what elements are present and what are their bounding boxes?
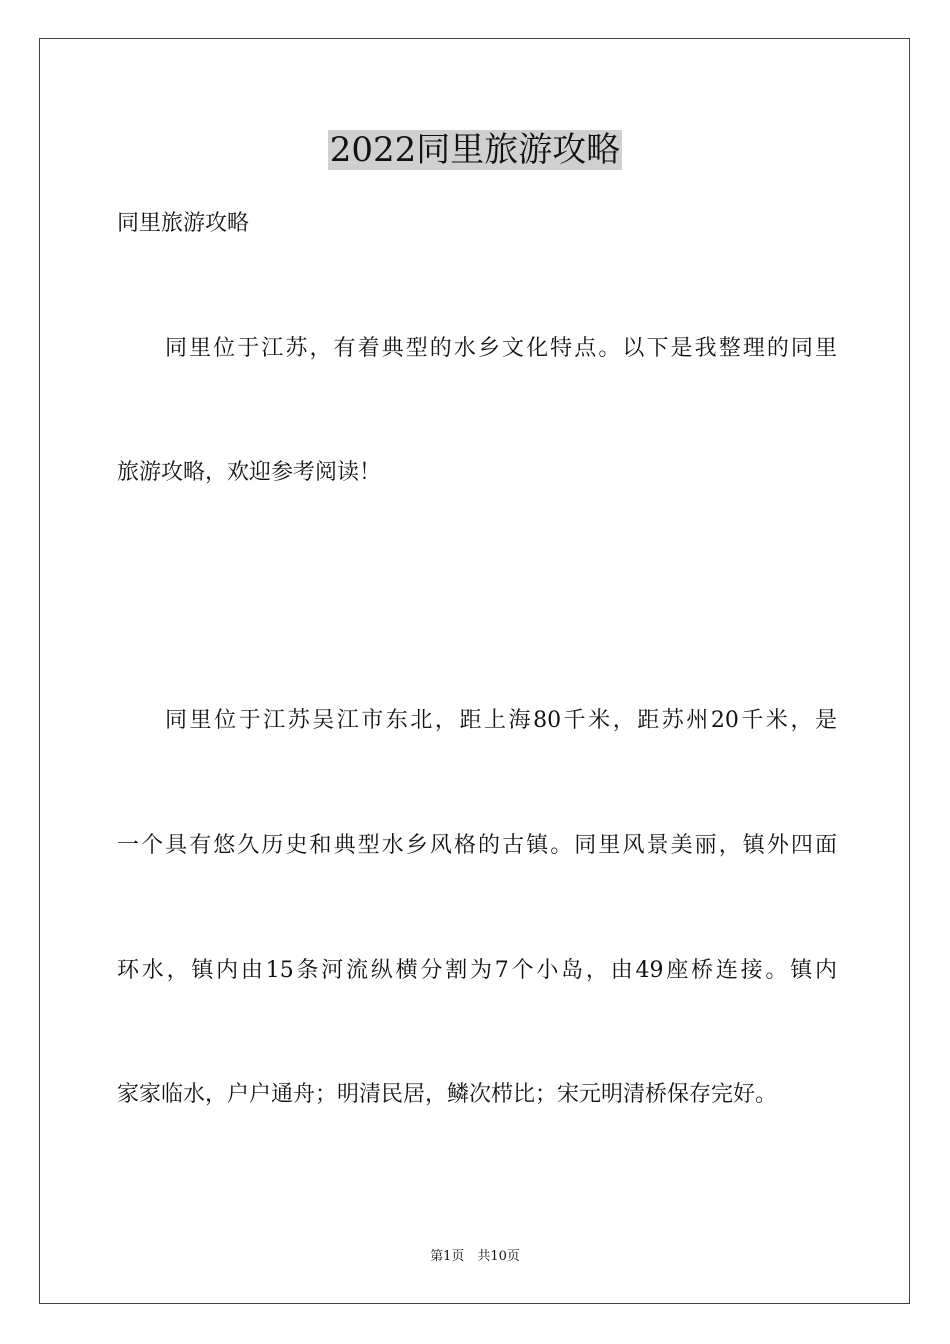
paragraph-2-line-1: 同里位于江苏吴江市东北，距上海80千米，距苏州20千米，是 — [165, 708, 837, 733]
paragraph-1-line-1: 同里位于江苏，有着典型的水乡文化特点。以下是我整理的同里 — [165, 336, 837, 361]
paragraph-2-line-2: 一个具有悠久历史和典型水乡风格的古镇。同里风景美丽，镇外四面 — [117, 833, 837, 858]
document-title — [0, 128, 950, 172]
document-title-text: 2022同里旅游攻略 — [329, 130, 621, 170]
paragraph-1-line-2: 旅游攻略，欢迎参考阅读！ — [117, 460, 382, 485]
paragraph-2-line-3: 环水，镇内由15条河流纵横分割为7个小岛，由49座桥连接。镇内 — [117, 958, 837, 983]
page-number-footer: 第1页 共10页 — [430, 1249, 520, 1264]
paragraph-2-line-4: 家家临水，户户通舟；明清民居，鳞次栉比；宋元明清桥保存完好。 — [117, 1082, 778, 1107]
document-subtitle: 同里旅游攻略 — [117, 211, 250, 236]
